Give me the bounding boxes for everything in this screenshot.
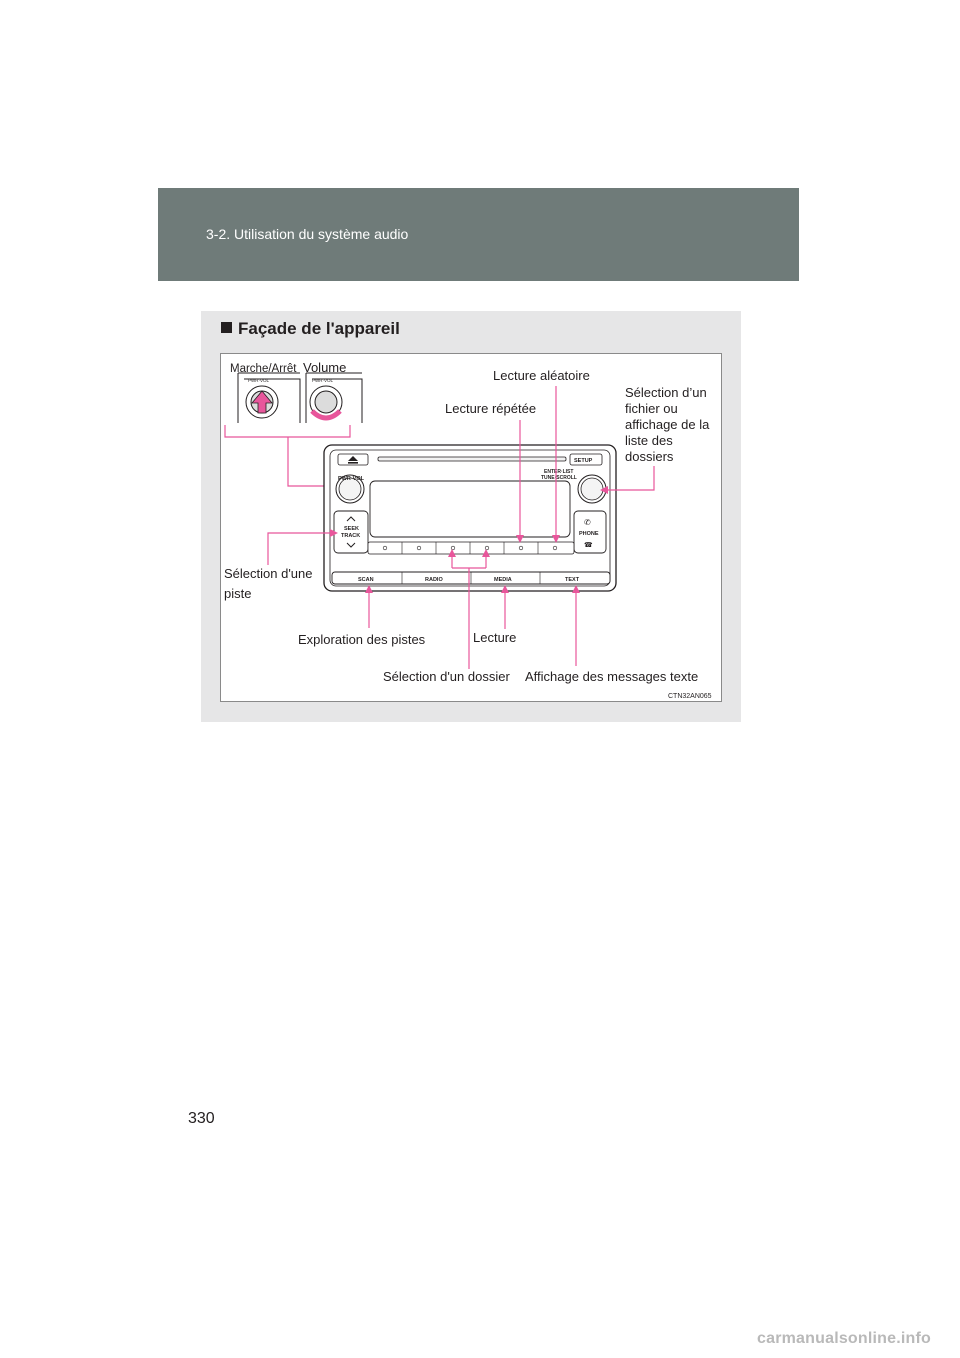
- callout-repeat-play: Lecture répétée: [445, 401, 537, 416]
- inset-pwr-vol-1: PWR·VOL: [248, 378, 270, 383]
- phone-hang-up-icon: ☎: [584, 541, 593, 549]
- inset-pwr-vol-2: PWR·VOL: [312, 378, 334, 383]
- callout-file-select-1: Sélection d’un: [625, 385, 707, 400]
- device-enter-list: ENTER·LIST: [544, 469, 574, 475]
- callout-scan: Exploration des pistes: [298, 632, 426, 647]
- callout-track-select-1: Sélection d'une: [224, 566, 313, 581]
- callout-volume: Volume: [303, 360, 347, 375]
- page-number: 330: [188, 1110, 215, 1127]
- device-seek: SEEK: [344, 526, 359, 532]
- device-phone: PHONE: [579, 531, 599, 537]
- device-text: TEXT: [565, 577, 580, 583]
- callout-power: Marche/Arrêt: [230, 363, 297, 375]
- callout-track-select-2: piste: [224, 586, 252, 601]
- callout-file-select-3: affichage de la: [625, 417, 710, 432]
- device-pwr-vol: PWR·VOL: [338, 476, 364, 482]
- panel-title: [221, 319, 400, 339]
- callout-file-select-4: liste des: [625, 433, 673, 448]
- head-unit: [324, 445, 616, 591]
- callout-text-display: Affichage des messages texte: [525, 669, 699, 684]
- panel-title-text: Façade de l'appareil: [238, 319, 400, 338]
- device-scan: SCAN: [358, 577, 374, 583]
- device-tune-scroll: TUNE·SCROLL: [541, 475, 577, 481]
- phone-off-hook-icon: ✆: [584, 518, 591, 527]
- device-media: MEDIA: [494, 577, 512, 583]
- callout-random-play: Lecture aléatoire: [493, 368, 590, 383]
- device-track: TRACK: [341, 533, 361, 539]
- callout-file-select-2: fichier ou: [625, 401, 678, 416]
- device-radio: RADIO: [425, 577, 443, 583]
- device-setup: SETUP: [574, 458, 593, 464]
- callout-file-select-5: dossiers: [625, 449, 674, 464]
- callout-play: Lecture: [473, 630, 517, 645]
- figure-code: CTN32AN065: [668, 693, 712, 700]
- callout-folder-select: Sélection d'un dossier: [383, 669, 510, 684]
- bullet-square-icon: [221, 322, 232, 333]
- section-title: 3-2. Utilisation du système audio: [206, 226, 409, 242]
- watermark-text: carmanualsonline.info: [757, 1330, 932, 1347]
